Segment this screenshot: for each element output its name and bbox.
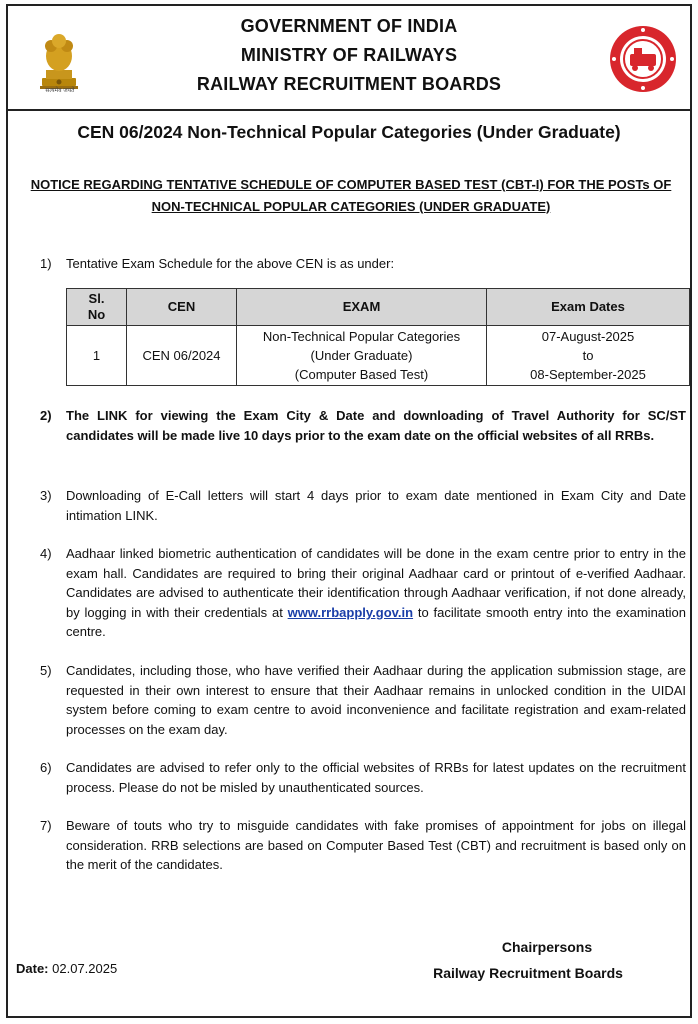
point-1: [40, 254, 686, 274]
exam-line-1: Non-Technical Popular Categories: [262, 329, 461, 344]
cell-exam: [237, 326, 487, 386]
col-header-dates: Exam Dates: [487, 289, 690, 326]
point-number: 4): [40, 546, 52, 561]
point-3: [40, 486, 686, 525]
exam-line-2: (Under Graduate): [310, 348, 413, 363]
letterhead-title: [8, 12, 690, 99]
point-4-text-after: to facilitate smooth entry into the examination centre.: [66, 604, 686, 640]
notice-heading: NOTICE REGARDING TENTATIVE SCHEDULE OF COMPUTER BASED TEST (CBT-I) FOR THE POSTs OF NON-TECHNICAL POPULAR CATEGORIES (UNDER GRADUATE): [30, 177, 672, 214]
point-text: [66, 544, 686, 642]
header-line-1: GOVERNMENT OF INDIA: [240, 16, 458, 36]
header-line-3: RAILWAY RECRUITMENT BOARDS: [196, 74, 502, 94]
cell-dates: [487, 326, 690, 386]
point-4-text-before: Aadhaar linked biometric authentication of candidates will be done in the exam centre prior to entry in the exam hall. Candidates are required to bring their original Aadhaar card or printout of e-verified Aadhaar. Candidates are advised to authenticate their identification through Aadhaar verification, if not done already, by logging in with their credentials at: [66, 546, 686, 620]
point-number: 3): [40, 488, 52, 503]
header-line-2: MINISTRY OF RAILWAYS: [240, 45, 458, 65]
indian-railways-logo-icon: [608, 24, 678, 94]
date-label: Date:: [16, 961, 49, 976]
emblem-caption: सत्यमेव जयते: [45, 88, 75, 94]
exam-line-3: (Computer Based Test): [294, 367, 429, 382]
sl-header-text: Sl. No: [87, 291, 106, 322]
point-text: The LINK for viewing the Exam City & Date and downloading of Travel Authority for SC/ST candidates will be made live 10 days prior to the exam date on the official websites of all RRBs.: [66, 408, 686, 443]
col-header-sl: [67, 289, 127, 326]
col-header-exam: EXAM: [237, 289, 487, 326]
table-header-row: [67, 289, 690, 326]
point-number: 7): [40, 818, 52, 833]
point-text: Tentative Exam Schedule for the above CEN is as under:: [66, 256, 395, 271]
point-6: [40, 758, 686, 797]
point-text: Beware of touts who try to misguide candidates with fake promises of appointment for jobs on illegal consideration. RRB selections are based on Computer Based Test (CBT) and recruitment is based only on the merit of the candidates.: [66, 818, 686, 873]
cen-title: CEN 06/2024 Non-Technical Popular Categories (Under Graduate): [77, 122, 621, 142]
cell-sl: 1: [67, 326, 127, 386]
cell-cen: CEN 06/2024: [127, 326, 237, 386]
date-line-2: to: [582, 348, 594, 363]
point-number: 2): [40, 408, 52, 423]
date-value: 02.07.2025: [52, 961, 118, 976]
point-number: 6): [40, 760, 52, 775]
rrbapply-link[interactable]: www.rrbapply.gov.in: [287, 604, 414, 620]
point-7: [40, 816, 686, 875]
col-header-cen: CEN: [127, 289, 237, 326]
exam-schedule-table: [66, 288, 690, 386]
signature-block: [408, 934, 648, 986]
notice-page: [6, 4, 692, 1018]
date-line-3: 08-September-2025: [530, 367, 646, 382]
date-line-1: 07-August-2025: [541, 329, 635, 344]
signatory-org: Railway Recruitment Boards: [433, 965, 623, 981]
point-2: [40, 406, 686, 445]
table-row: [67, 326, 690, 386]
point-text: Downloading of E-Call letters will start 4 days prior to exam date mentioned in Exam City and Date intimation LINK.: [66, 488, 686, 523]
point-text: Candidates are advised to refer only to the official websites of RRBs for latest updates on the recruitment process. Please do not be misled by unauthenticated sources.: [66, 760, 686, 795]
point-number: 1): [40, 256, 52, 271]
signatory-title: Chairpersons: [501, 939, 593, 955]
point-4: [40, 544, 686, 642]
point-5: [40, 661, 686, 739]
point-number: 5): [40, 663, 52, 678]
point-text: Candidates, including those, who have verified their Aadhaar during the application submission stage, are requested in their own interest to ensure that their Aadhaar remains in unlocked condition in the UIDAI system before coming to exam centre to avoid inconvenience and facilitate registration and exam-related processes on the exam day.: [66, 663, 686, 737]
issue-date: [16, 961, 117, 976]
letterhead: [8, 6, 690, 111]
